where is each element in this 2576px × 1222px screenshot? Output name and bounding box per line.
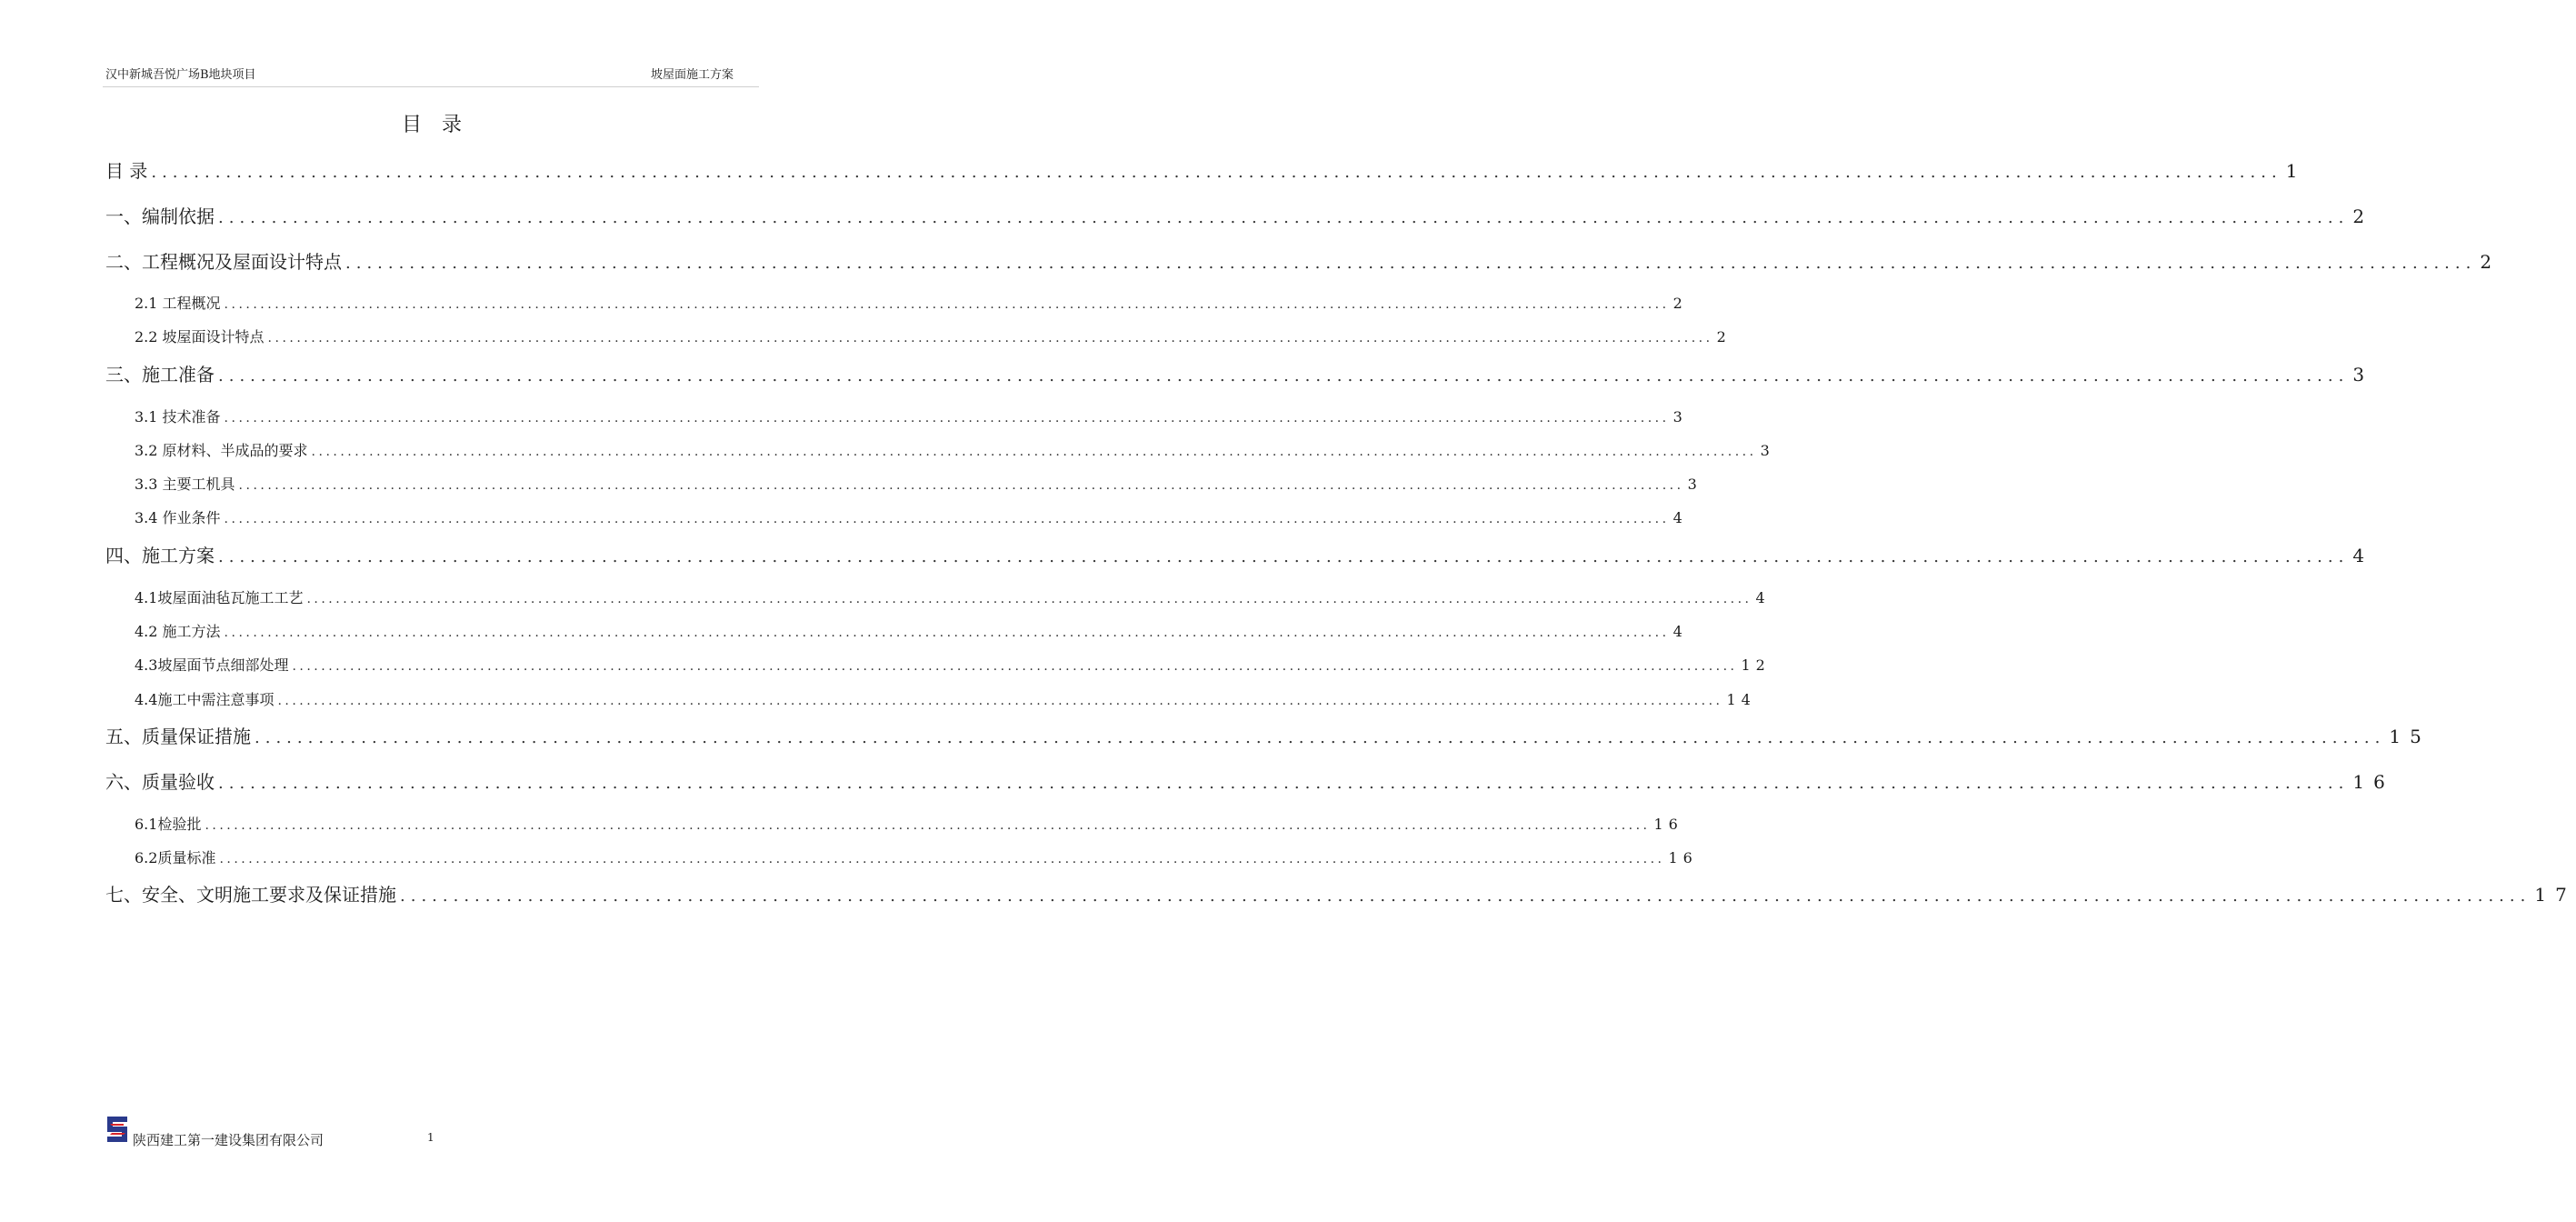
toc-entry[interactable] xyxy=(105,722,2431,748)
toc-entry[interactable] xyxy=(105,360,2374,386)
toc-leader-dots: ........................................................................................................................................................................................................ xyxy=(306,592,1752,606)
toc-entry-page: 2 xyxy=(2480,251,2501,273)
toc-entry-label: 一、编制依据 xyxy=(105,205,215,227)
toc-entry-label: 三、施工准备 xyxy=(105,364,215,386)
company-logo-icon xyxy=(104,1115,131,1144)
toc-entry-label: 4.3坡屋面节点细部处理 xyxy=(135,656,289,674)
toc-entry-page: 15 xyxy=(2389,726,2431,747)
toc-entry-label: 四、施工方案 xyxy=(105,545,215,566)
toc-leader-dots: ........................................................................................................................................................................................................ xyxy=(277,694,1723,708)
toc-entry-label: 六、质量验收 xyxy=(105,771,215,793)
toc-leader-dots: ........................................................................................................................................................................................................ xyxy=(345,254,2477,273)
toc-leader-dots: ........................................................................................................................................................................................................ xyxy=(219,852,1665,866)
toc-leader-dots: ........................................................................................................................................................................................................ xyxy=(218,208,2350,227)
toc-leader-dots: ........................................................................................................................................................................................................ xyxy=(205,818,1651,833)
header-document-name: 坡屋面施工方案 xyxy=(650,68,734,82)
toc-entry[interactable] xyxy=(105,541,2374,567)
toc-entry-page: 3 xyxy=(2352,364,2374,386)
toc-entry-page: 16 xyxy=(1653,816,1683,833)
toc-entry-page: 4 xyxy=(1672,623,1688,640)
toc-leader-dots: ........................................................................................................................................................................................................ xyxy=(218,547,2350,566)
toc-entry-page: 16 xyxy=(2352,771,2394,793)
toc-entry[interactable] xyxy=(105,767,2394,794)
toc-subentry[interactable] xyxy=(135,292,1688,313)
toc-leader-dots: ........................................................................................................................................................................................................ xyxy=(311,445,1757,459)
toc-entry-page: 16 xyxy=(1668,849,1698,866)
toc-entry-label: 3.2 原材料、半成品的要求 xyxy=(135,442,308,459)
toc-subentry[interactable] xyxy=(135,654,1771,675)
toc-leader-dots: ........................................................................................................................................................................................................ xyxy=(267,331,1713,346)
toc-subentry[interactable] xyxy=(135,439,1775,460)
toc-subentry[interactable] xyxy=(135,813,1683,834)
header-divider xyxy=(103,86,759,87)
toc-entry-label: 4.2 施工方法 xyxy=(135,623,221,640)
toc-subentry[interactable] xyxy=(135,506,1688,527)
toc-entry-page: 14 xyxy=(1726,691,1756,708)
toc-entry-page: 3 xyxy=(1687,476,1702,493)
toc-entry-page: 4 xyxy=(1755,589,1771,606)
toc-entry[interactable] xyxy=(105,247,2501,274)
toc-subentry[interactable] xyxy=(135,586,1771,607)
toc-leader-dots: ........................................................................................................................................................................................................ xyxy=(224,626,1670,640)
footer-page-number: 1 xyxy=(427,1131,434,1144)
toc-entry-page: 2 xyxy=(2352,205,2374,227)
toc-subentry[interactable] xyxy=(135,326,1732,346)
toc-leader-dots: ........................................................................................................................................................................................................ xyxy=(224,297,1670,312)
toc-leader-dots: ........................................................................................................................................................................................................ xyxy=(224,411,1670,426)
toc-entry-page: 3 xyxy=(1760,442,1775,459)
toc-title: 目录 xyxy=(401,114,482,136)
toc-leader-dots: ........................................................................................................................................................................................................ xyxy=(218,366,2350,386)
toc-entry[interactable] xyxy=(105,156,2307,183)
toc-entry-page: 1 xyxy=(2285,160,2307,182)
toc-entry-label: 目 录 xyxy=(105,160,148,182)
toc-entry[interactable] xyxy=(105,880,2576,906)
toc-entry-label: 七、安全、文明施工要求及保证措施 xyxy=(105,884,396,906)
header-project-name: 汉中新城吾悦广场B地块项目 xyxy=(105,68,256,82)
toc-entry-label: 3.3 主要工机具 xyxy=(135,476,235,493)
toc-entry-label: 6.1检验批 xyxy=(135,816,202,833)
toc-entry-page: 2 xyxy=(1672,295,1688,312)
toc-entry-label: 4.4施工中需注意事项 xyxy=(135,691,275,708)
toc-entry-label: 2.1 工程概况 xyxy=(135,295,221,312)
toc-leader-dots: ........................................................................................................................................................................................................ xyxy=(238,478,1684,493)
toc-leader-dots: ........................................................................................................................................................................................................ xyxy=(151,163,2282,182)
toc-subentry[interactable] xyxy=(135,688,1756,709)
toc-entry-label: 6.2质量标准 xyxy=(135,849,216,866)
toc-entry[interactable] xyxy=(105,202,2374,228)
toc-leader-dots: ........................................................................................................................................................................................................ xyxy=(218,774,2350,793)
toc-entry-label: 3.1 技术准备 xyxy=(135,408,221,426)
toc-leader-dots: ........................................................................................................................................................................................................ xyxy=(400,886,2531,906)
toc-entry-page: 4 xyxy=(1672,509,1688,526)
toc-entry-label: 4.1坡屋面油毡瓦施工工艺 xyxy=(135,589,304,606)
toc-entry-page: 3 xyxy=(1672,408,1688,426)
toc-entry-page: 17 xyxy=(2534,884,2576,906)
toc-leader-dots: ........................................................................................................................................................................................................ xyxy=(292,659,1738,674)
toc-subentry[interactable] xyxy=(135,406,1688,426)
toc-entry-page: 4 xyxy=(2352,545,2374,566)
toc-entry-label: 3.4 作业条件 xyxy=(135,509,221,526)
toc-entry-label: 五、质量保证措施 xyxy=(105,726,251,747)
toc-leader-dots: ........................................................................................................................................................................................................ xyxy=(224,512,1670,526)
footer-company-name: 陕西建工第一建设集团有限公司 xyxy=(133,1132,324,1148)
toc-subentry[interactable] xyxy=(135,620,1688,641)
toc-entry-page: 2 xyxy=(1716,328,1732,346)
toc-entry-page: 12 xyxy=(1741,656,1771,674)
toc-entry-label: 2.2 坡屋面设计特点 xyxy=(135,328,265,346)
toc-subentry[interactable] xyxy=(135,846,1698,867)
toc-subentry[interactable] xyxy=(135,473,1702,494)
toc-entry-label: 二、工程概况及屋面设计特点 xyxy=(105,251,342,273)
toc-leader-dots: ........................................................................................................................................................................................................ xyxy=(255,728,2386,747)
